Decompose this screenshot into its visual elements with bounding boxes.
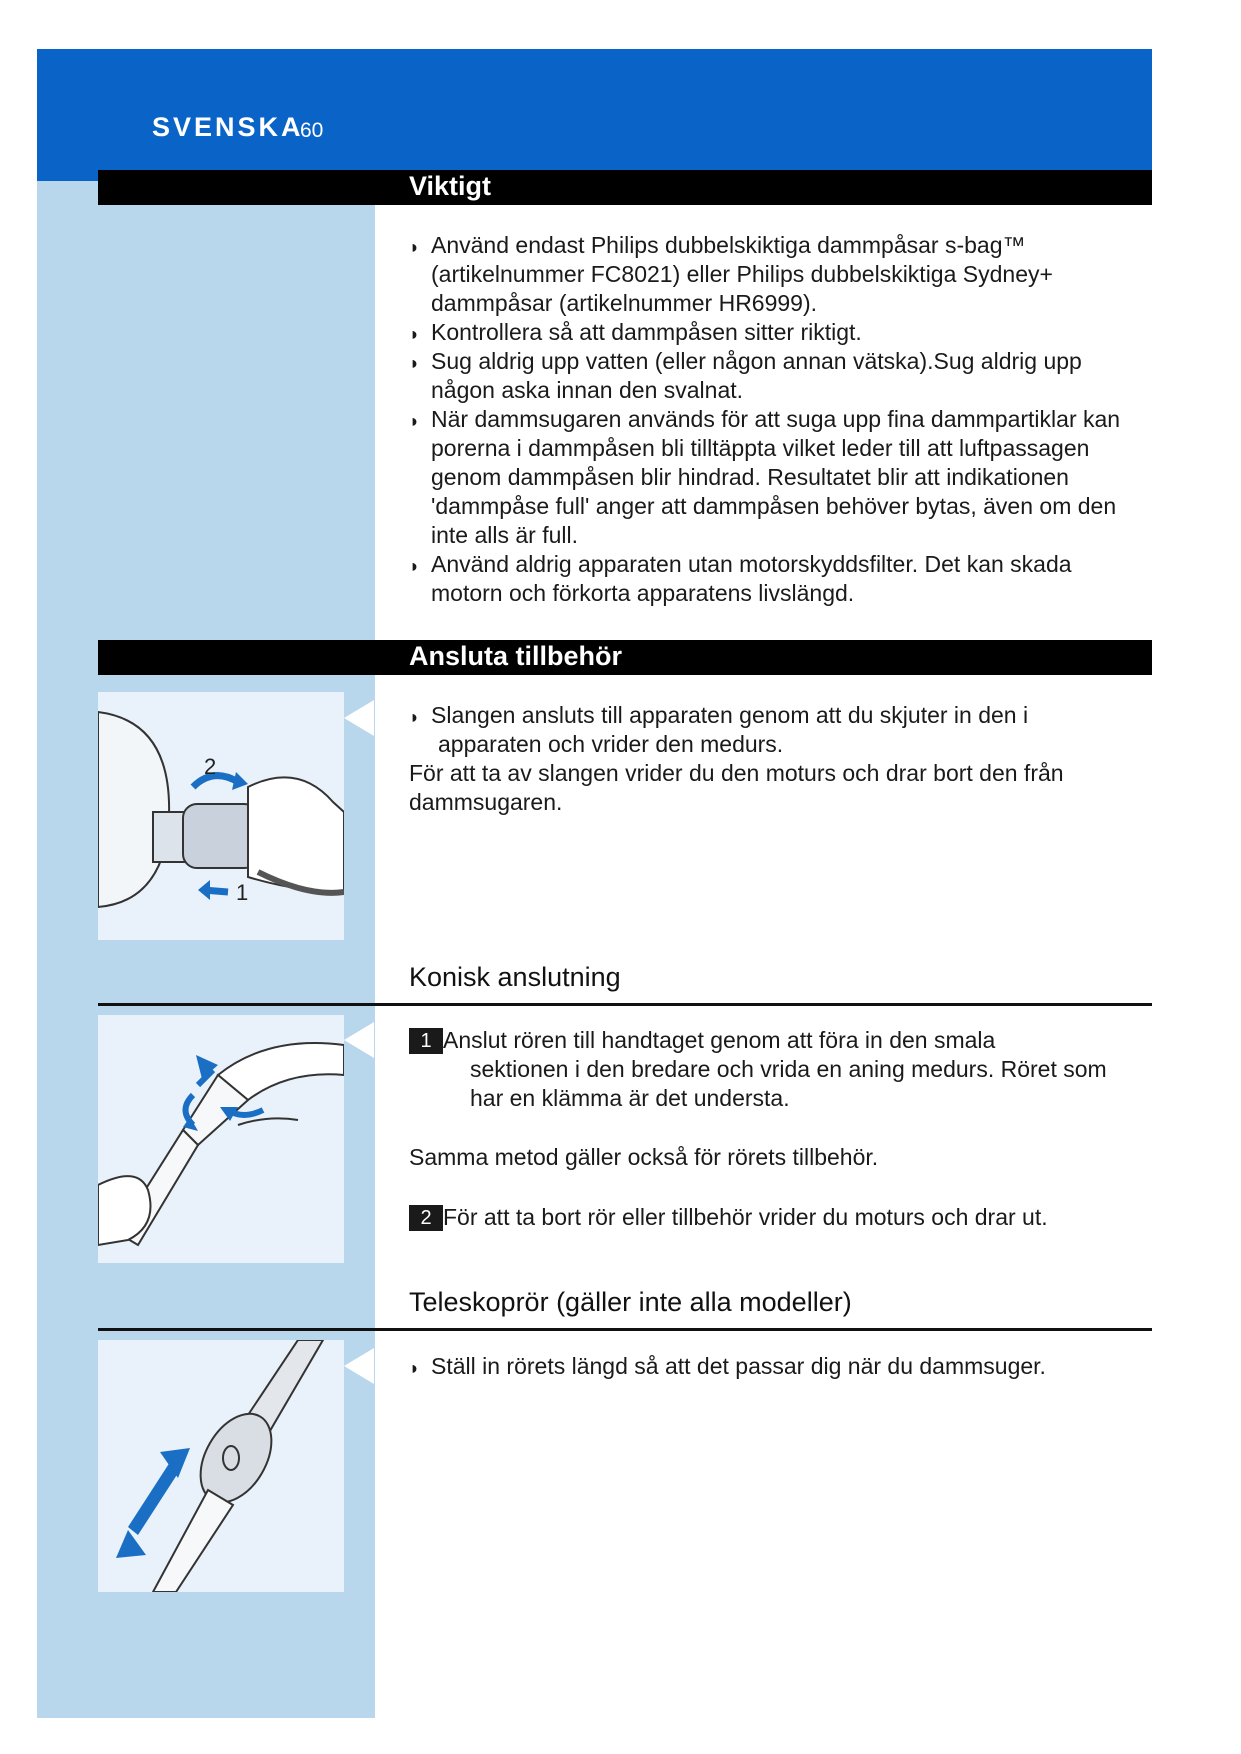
figure-label-1: 1	[236, 880, 249, 905]
page-number: 60	[300, 119, 324, 142]
section-bar-ansluta	[98, 640, 1152, 675]
figure-label-2: 2	[204, 754, 217, 779]
viktigt-bullet-1: ◗ Använd endast Philips dubbelskiktiga dammpåsar s-bag™	[409, 231, 1026, 262]
figure-pointer	[344, 1022, 374, 1058]
viktigt-bullet-4-line-5: inte alls är full.	[431, 522, 579, 548]
viktigt-bullet-4: ◗ När dammsugaren används för att suga upp fina dammpartiklar kan	[409, 405, 1120, 436]
bullet-icon: ◗	[409, 324, 420, 344]
konisk-step1-line-1: Anslut rören till handtaget genom att föra in den smala	[443, 1027, 996, 1053]
bullet-icon: ◗	[409, 556, 420, 576]
bullet-icon: ◗	[409, 353, 420, 373]
section-bar-viktigt	[98, 170, 1152, 205]
konisk-rule	[98, 1003, 1152, 1006]
ansluta-text-line-2: dammsugaren.	[409, 789, 563, 815]
teleskop-bullet: ◗ Ställ in rörets längd så att det passar dig när du dammsuger.	[409, 1352, 1046, 1383]
viktigt-bullet-5: ◗ Använd aldrig apparaten utan motorskyddsfilter. Det kan skada	[409, 550, 1072, 581]
figure-pointer	[344, 700, 374, 736]
section-title-ansluta: Ansluta tillbehör	[409, 641, 623, 671]
teleskop-rule	[98, 1328, 1152, 1331]
viktigt-bullet-4-line-3: genom dammpåsen blir hindrad. Resultatet blir att indikationen	[431, 464, 1069, 490]
viktigt-bullet-2: ◗ Kontrollera så att dammpåsen sitter riktigt.	[409, 318, 862, 349]
step-number-1: 1	[409, 1028, 443, 1054]
bullet-icon: ◗	[409, 1358, 420, 1378]
viktigt-bullet-1-line-2: (artikelnummer FC8021) eller Philips dubbelskiktiga Sydney+	[431, 261, 1053, 287]
hose-connection-illustration	[98, 692, 344, 940]
section-title-viktigt: Viktigt	[409, 171, 492, 201]
konisk-step1-line-3: har en klämma är det understa.	[470, 1085, 790, 1111]
viktigt-bullet-3-line-2: någon aska innan den svalnat.	[431, 377, 744, 403]
bullet-icon: ◗	[409, 411, 420, 431]
teleskop-heading: Teleskoprör (gäller inte alla modeller)	[409, 1287, 852, 1317]
telescopic-tube-illustration	[98, 1340, 344, 1592]
ansluta-bullet: ◗ Slangen ansluts till apparaten genom att du skjuter in den i	[409, 701, 1028, 732]
viktigt-bullet-4-line-4: 'dammpåse full' anger att dammpåsen behöver bytas, även om den	[431, 493, 1117, 519]
konisk-step2-text: För att ta bort rör eller tillbehör vrider du moturs och drar ut.	[443, 1204, 1048, 1230]
viktigt-bullet-5-line-2: motorn och förkorta apparatens livslängd.	[431, 580, 855, 606]
figure-pointer	[344, 1348, 374, 1384]
step-number-2: 2	[409, 1205, 443, 1231]
konisk-step1-line-2: sektionen i den bredare och vrida en aning medurs. Röret som	[470, 1056, 1107, 1082]
ansluta-text-line-1: För att ta av slangen vrider du den moturs och drar bort den från	[409, 760, 1064, 786]
language-label: SVENSKA	[152, 112, 304, 142]
viktigt-bullet-4-line-2: porerna i dammpåsen bli tilltäppta vilket leder till att luftpassagen	[431, 435, 1090, 461]
viktigt-bullet-3: ◗ Sug aldrig upp vatten (eller någon annan vätska).Sug aldrig upp	[409, 347, 1082, 378]
konisk-heading: Konisk anslutning	[409, 962, 621, 992]
bullet-icon: ◗	[409, 707, 420, 727]
ansluta-bullet-line-2: apparaten och vrider den medurs.	[438, 731, 784, 757]
konisk-note: Samma metod gäller också för rörets tillbehör.	[409, 1144, 879, 1170]
viktigt-bullet-1-line-3: dammpåsar (artikelnummer HR6999).	[431, 290, 818, 316]
bullet-icon: ◗	[409, 237, 420, 257]
tube-connection-illustration	[98, 1015, 344, 1263]
